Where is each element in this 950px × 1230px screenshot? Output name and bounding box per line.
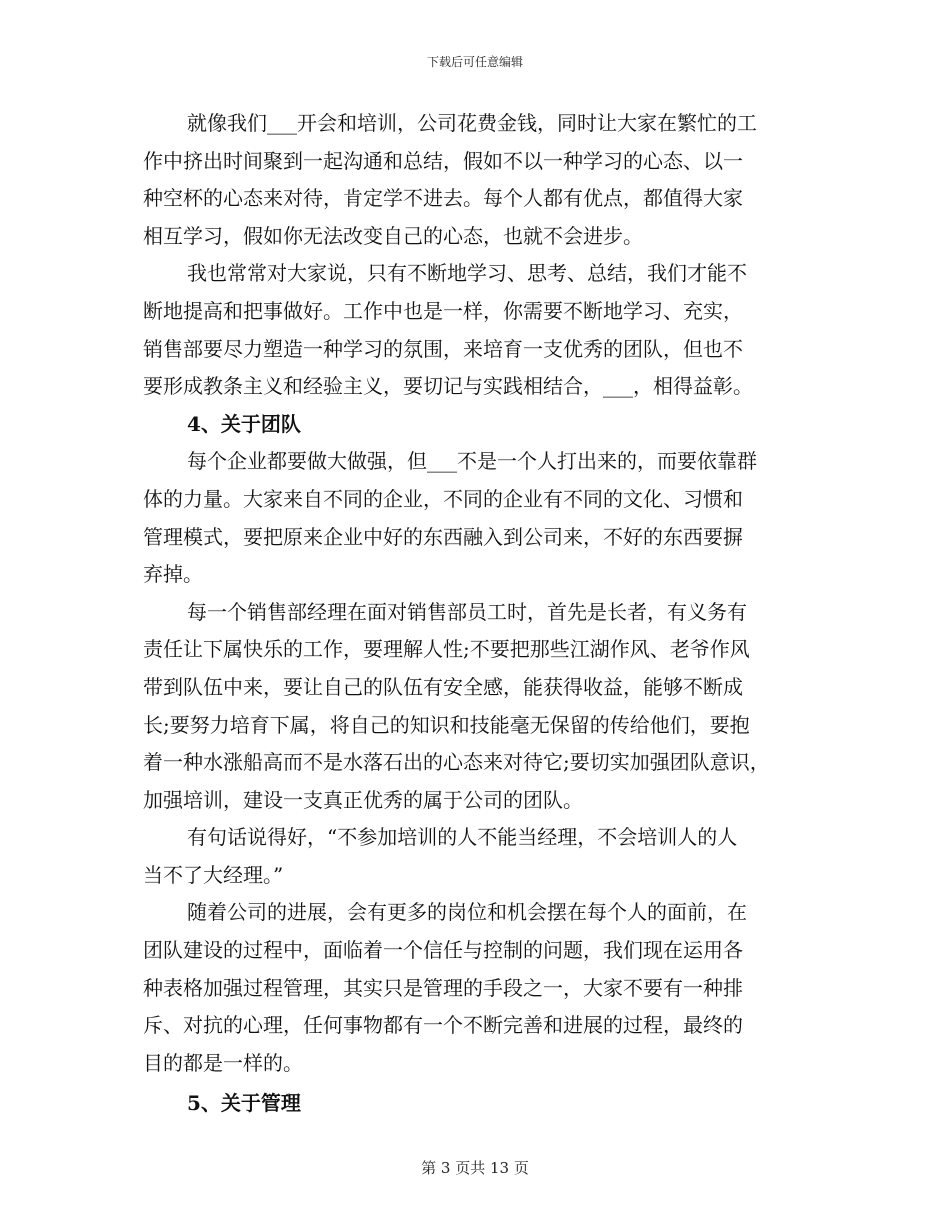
- section-heading-team: 4、关于团队: [187, 411, 301, 436]
- paragraph-line: 目的都是一样的。: [143, 1050, 303, 1075]
- paragraph-line: 种空杯的心态来对待，肯定学不进去。每个人都有优点，都值得大家: [143, 186, 743, 211]
- paragraph-line: 销售部要尽力塑造一种学习的氛围，来培育一支优秀的团队，但也不: [143, 336, 743, 361]
- paragraph-line: 长;要努力培育下属，将自己的知识和技能毫无保留的传给他们，要抱: [143, 712, 750, 737]
- paragraph-line: 种表格加强过程管理，其实只是管理的手段之一，大家不要有一种排: [143, 975, 743, 1000]
- paragraph-line: 着一种水涨船高而不是水落石出的心态来对待它;要切实加强团队意识，: [143, 750, 770, 775]
- page-header: 下载后可任意编辑: [426, 55, 523, 69]
- paragraph-line: 带到队伍中来，要让自己的队伍有安全感，能获得收益，能够不断成: [143, 674, 743, 699]
- paragraph-line: 要形成教条主义和经验主义，要切记与实践相结合，___，相得益彰。: [143, 374, 753, 399]
- paragraph-line: 斥、对抗的心理，任何事物都有一个不断完善和进展的过程，最终的: [143, 1013, 743, 1038]
- page-footer: 第 3 页共 13 页: [421, 1159, 529, 1177]
- paragraph-line: 作中挤出时间聚到一起沟通和总结，假如不以一种学习的心态、以一: [143, 148, 743, 173]
- paragraph-line: 有句话说得好，“不参加培训的人不能当经理，不会培训人的人: [187, 825, 738, 850]
- paragraph-line: 断地提高和把事做好。工作中也是一样，你需要不断地学习、充实，: [143, 298, 743, 323]
- paragraph-line: 当不了大经理。”: [143, 862, 284, 887]
- paragraph-line: 加强培训，建设一支真正优秀的属于公司的团队。: [143, 787, 583, 812]
- paragraph-line: 弃掉。: [143, 562, 203, 587]
- paragraph-line: 每一个销售部经理在面对销售部员工时，首先是长者，有义务有: [187, 599, 747, 624]
- document-body: [143, 105, 815, 1123]
- paragraph-line: 管理模式，要把原来企业中好的东西融入到公司来，不好的东西要摒: [143, 524, 743, 549]
- paragraph-line: 就像我们___开会和培训，公司花费金钱，同时让大家在繁忙的工: [187, 111, 757, 135]
- paragraph-line: 体的力量。大家来自不同的企业，不同的企业有不同的文化、习惯和: [143, 486, 743, 511]
- paragraph-line: 责任让下属快乐的工作，要理解人性;不要把那些江湖作风、老爷作风: [143, 637, 750, 662]
- paragraph-line: 每个企业都要做大做强，但___不是一个人打出来的，而要依靠群: [187, 449, 757, 474]
- paragraph-line: 团队建设的过程中，面临着一个信任与控制的问题，我们现在运用各: [143, 938, 743, 963]
- section-heading-management: 5、关于管理: [187, 1091, 301, 1116]
- paragraph-line: 相互学习，假如你无法改变自己的心态，也就不会进步。: [143, 223, 643, 248]
- paragraph-line: 随着公司的进展，会有更多的岗位和机会摆在每个人的面前，在: [187, 900, 747, 925]
- paragraph-line: 我也常常对大家说，只有不断地学习、思考、总结，我们才能不: [187, 261, 747, 286]
